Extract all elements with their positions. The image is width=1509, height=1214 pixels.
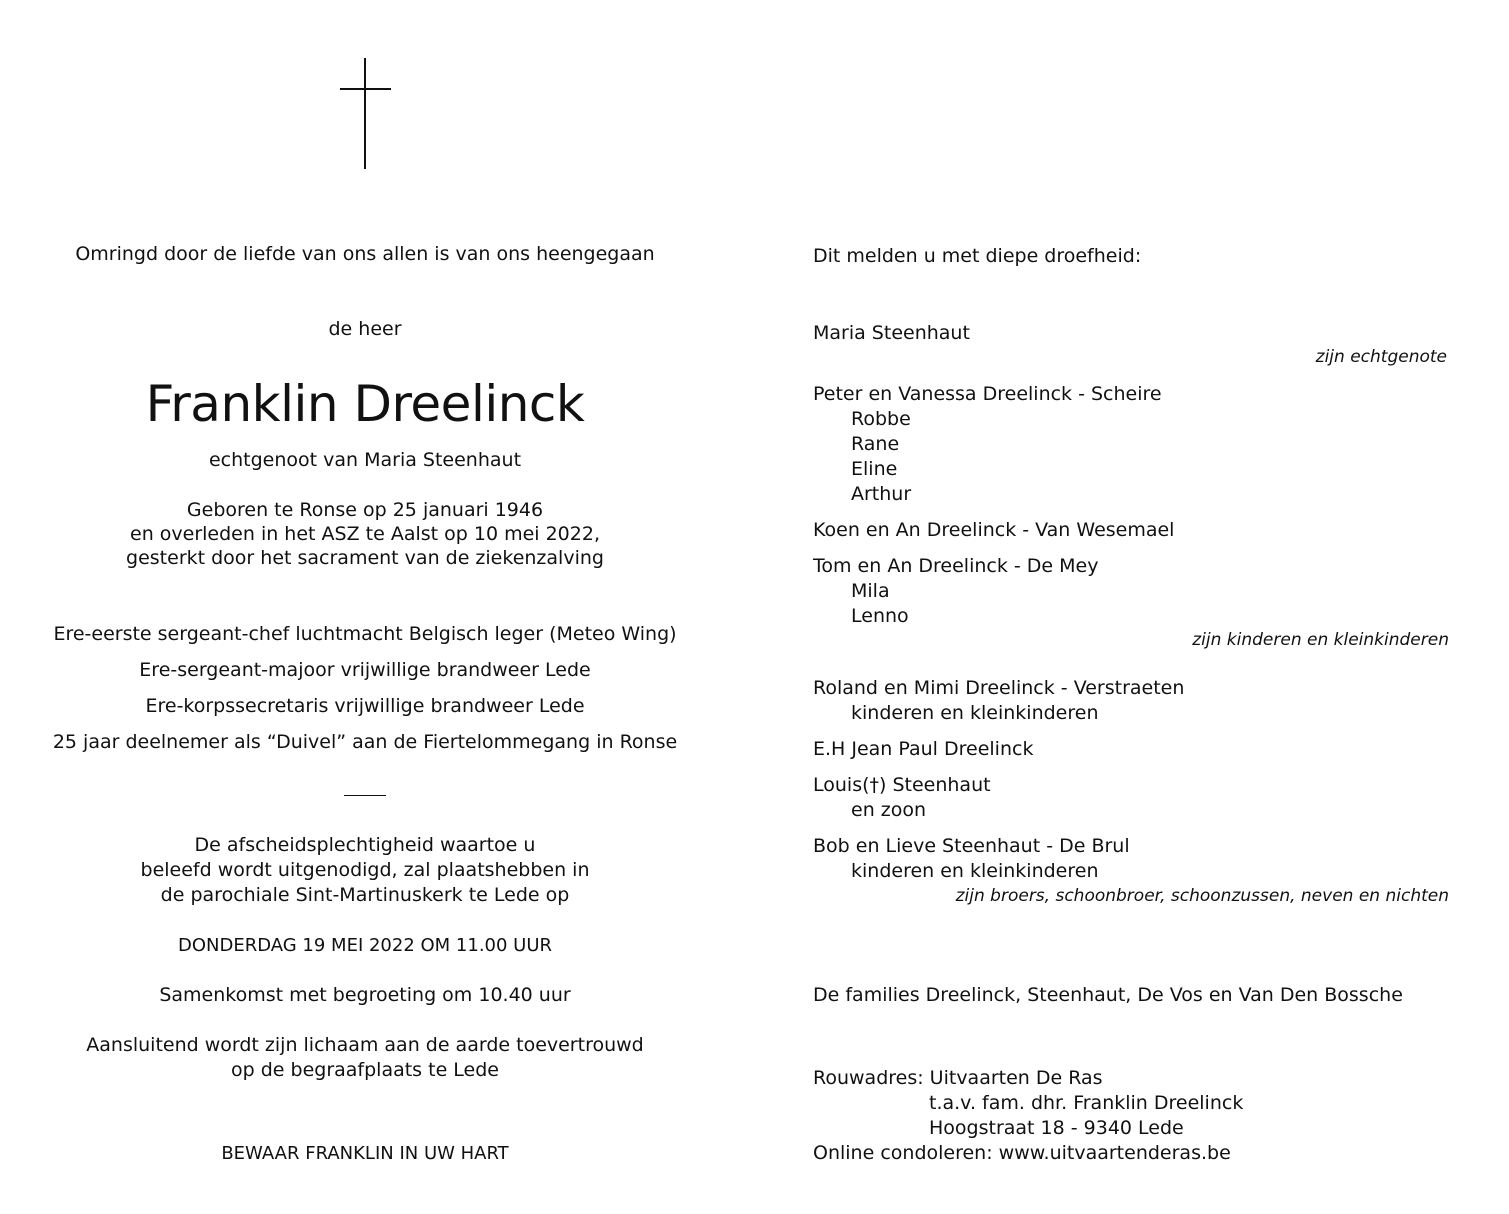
sibling-name: E.H Jean Paul Dreelinck	[813, 738, 1034, 760]
grandchild-name: Robbe	[851, 408, 911, 430]
closing-text: BEWAAR FRANKLIN IN UW HART	[221, 1143, 509, 1164]
honor-line: Ere-eerste sergeant-chef luchtmacht Belgisch leger (Meteo Wing)	[53, 623, 677, 645]
sibling-name: Bob en Lieve Steenhaut - De Brul	[813, 835, 1130, 857]
burial-line: op de begraafplaats te Lede	[231, 1059, 499, 1081]
sibling-name: Roland en Mimi Dreelinck - Verstraeten	[813, 677, 1185, 699]
cross-horizontal-bar	[340, 88, 391, 90]
grandchild-name: Lenno	[851, 605, 909, 627]
grandchild-name: Arthur	[851, 483, 912, 505]
spouse-role: zijn echtgenote	[1315, 347, 1447, 367]
ceremony-line: beleefd wordt uitgenodigd, zal plaatshebben in	[140, 859, 590, 881]
honor-line: 25 jaar deelnemer als “Duivel” aan de Fiertelommegang in Ronse	[52, 731, 678, 753]
gathering-text: Samenkomst met begroeting om 10.40 uur	[159, 984, 571, 1006]
sibling-name: Louis(†) Steenhaut	[813, 774, 991, 796]
cross-vertical-bar	[364, 58, 366, 169]
spouse-line: echtgenoot van Maria Steenhaut	[208, 449, 522, 471]
families-line: De families Dreelinck, Steenhaut, De Vos en Van Den Bossche	[813, 984, 1403, 1006]
child-name: Peter en Vanessa Dreelinck - Scheire	[813, 383, 1162, 405]
birth-line: gesterkt door het sacrament van de ziekenzalving	[126, 547, 604, 569]
ceremony-line: De afscheidsplechtigheid waartoe u	[194, 834, 536, 856]
siblings-role: zijn broers, schoonbroer, schoonzussen, neven en nichten	[955, 886, 1449, 906]
title-text: de heer	[328, 318, 402, 340]
intro-text: Omringd door de liefde van ons allen is van ons heengegaan	[75, 243, 655, 265]
birth-line: Geboren te Ronse op 25 januari 1946	[186, 499, 544, 521]
grandchild-name: Rane	[851, 433, 900, 455]
sibling-sub: en zoon	[851, 799, 927, 821]
ceremony-line: de parochiale Sint-Martinuskerk te Lede op	[160, 884, 570, 906]
address-line: Hoogstraat 18 - 9340 Lede	[929, 1117, 1184, 1139]
grandchild-name: Eline	[851, 458, 898, 480]
child-name: Tom en An Dreelinck - De Mey	[813, 555, 1099, 577]
sibling-sub: kinderen en kleinkinderen	[851, 702, 1099, 724]
sibling-sub: kinderen en kleinkinderen	[851, 860, 1099, 882]
announcement-intro: Dit melden u met diepe droefheid:	[813, 245, 1142, 267]
birth-line: en overleden in het ASZ te Aalst op 10 mei 2022,	[130, 523, 600, 545]
children-role: zijn kinderen en kleinkinderen	[1192, 630, 1449, 650]
honor-line: Ere-korpssecretaris vrijwillige brandweer Lede	[145, 695, 585, 717]
grandchild-name: Mila	[851, 580, 890, 602]
section-divider	[344, 795, 386, 796]
ceremony-date: DONDERDAG 19 MEI 2022 OM 11.00 UUR	[177, 935, 553, 956]
spouse-name: Maria Steenhaut	[813, 322, 970, 344]
address-line: t.a.v. fam. dhr. Franklin Dreelinck	[929, 1092, 1244, 1114]
burial-line: Aansluitend wordt zijn lichaam aan de aarde toevertrouwd	[86, 1034, 644, 1056]
deceased-name: Franklin Dreelinck	[145, 375, 585, 433]
honor-line: Ere-sergeant-majoor vrijwillige brandweer Lede	[139, 659, 591, 681]
online-condolence-line: Online condoleren: www.uitvaartenderas.be	[813, 1142, 1231, 1164]
address-line: Rouwadres: Uitvaarten De Ras	[813, 1067, 1103, 1089]
child-name: Koen en An Dreelinck - Van Wesemael	[813, 519, 1175, 541]
